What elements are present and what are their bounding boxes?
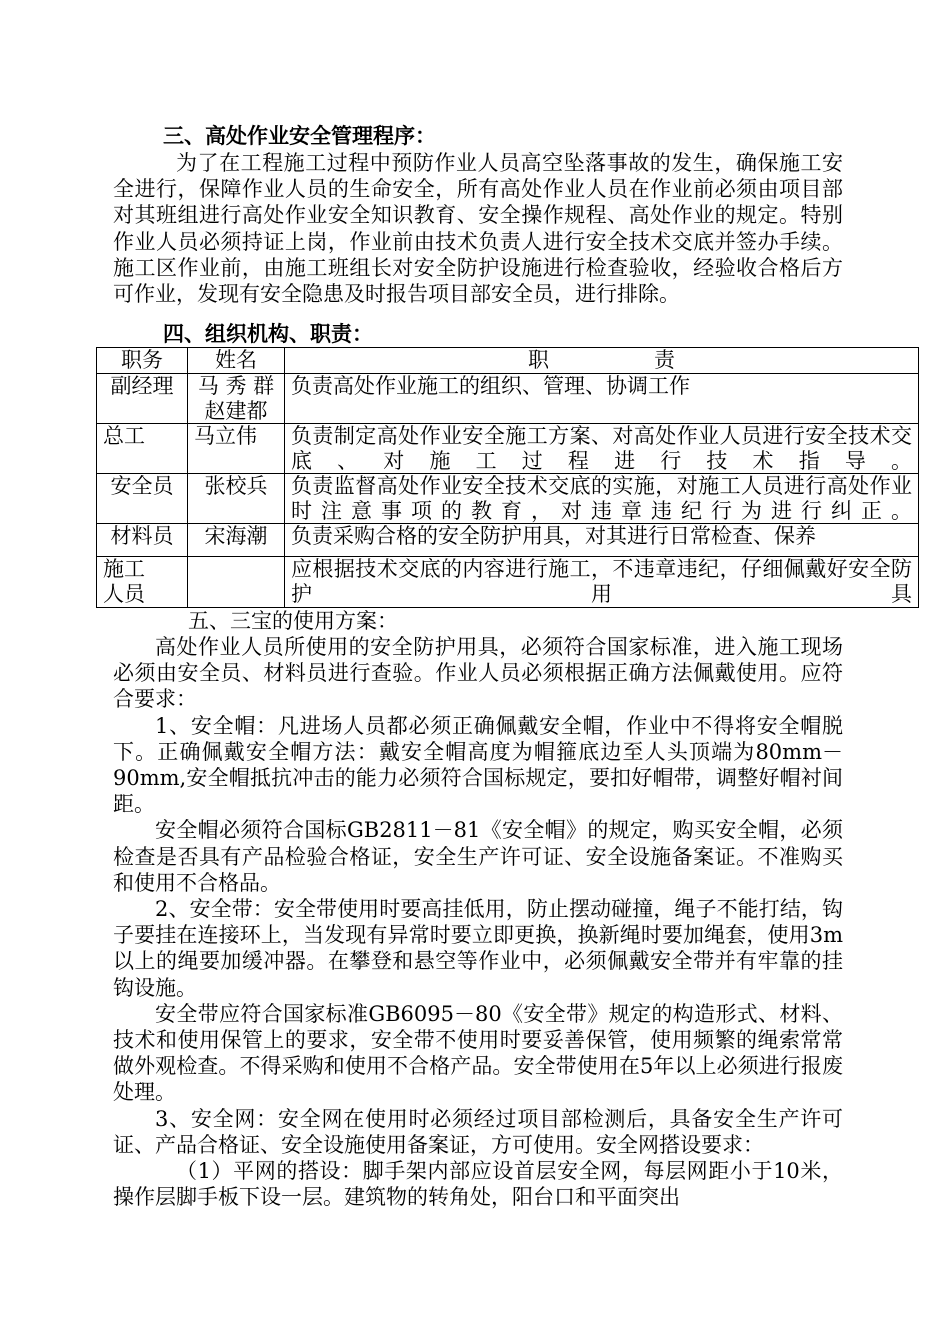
section5-paragraph: 1、安全帽：凡进场人员都必须正确佩戴安全帽，作业中不得将安全帽脱下。正确佩戴安全帽方法：戴安全帽高度为帽箍底边至人头顶端为80mm－90mm,安全帽抵抗冲击的能力必须符合国标规定，要扣好帽带，调整好帽衬间距。 — [113, 713, 843, 817]
cell-name — [188, 557, 285, 608]
cell-role: 材料员 — [97, 524, 188, 557]
section5-paragraph: 高处作业人员所使用的安全防护用具，必须符合国家标准，进入施工现场必须由安全员、材料员进行查验。作业人员必须根据正确方法佩戴使用。应符合要求： — [113, 635, 843, 712]
table-row — [97, 374, 919, 424]
table-header-row — [97, 348, 919, 374]
role-line: 施工 — [103, 557, 145, 581]
section5-paragraph: 安全帽必须符合国标GB2811－81《安全帽》的规定，购买安全帽，必须检查是否具有产品检验合格证，安全生产许可证、安全设施备案证。不准购买和使用不合格品。 — [113, 818, 843, 895]
table-row — [97, 474, 919, 524]
cell-duty: 应根据技术交底的内容进行施工，不违章违纪，仔细佩戴好安全防护用具 — [285, 557, 919, 608]
section5-paragraph: 3、安全网：安全网在使用时必须经过项目部检测后，具备安全生产许可证、产品合格证、安全设施使用备案证，方可使用。安全网搭设要求： — [113, 1106, 843, 1157]
cell-duty: 负责高处作业施工的组织、管理、协调工作 — [285, 374, 919, 424]
organization-table — [96, 347, 919, 608]
section5-paragraph: 安全带应符合国家标准GB6095－80《安全带》规定的构造形式、材料、技术和使用保管上的要求，安全带不使用时要妥善保管，使用频繁的绳索常常做外观检查。不得采购和使用不合格产品。安全带使用在5年以上必须进行报废处理。 — [113, 1001, 843, 1105]
cell-role: 副经理 — [97, 374, 188, 424]
section5-paragraph: （1）平网的搭设：脚手架内部应设首层安全网，每层网距小于10米，操作层脚手板下设一层。建筑物的转角处，阳台口和平面突出 — [113, 1159, 843, 1210]
cell-name: 宋海潮 — [188, 524, 285, 557]
section4-heading: 四、组织机构、职责： — [163, 321, 373, 346]
cell-role — [97, 557, 188, 608]
cell-duty: 负责采购合格的安全防护用具，对其进行日常检查、保养 — [285, 524, 919, 557]
section3-heading: 三、高处作业安全管理程序： — [163, 123, 436, 148]
table-row — [97, 557, 919, 608]
header-duty: 职 责 — [285, 348, 919, 374]
role-line: 人员 — [103, 581, 145, 606]
cell-name: 张校兵 — [188, 474, 285, 524]
section3-paragraph — [113, 150, 843, 307]
name-line: 赵建都 — [204, 398, 268, 423]
section5-heading: 五、三宝的使用方案： — [188, 609, 398, 633]
section5-paragraph: 2、安全带：安全带使用时要高挂低用，防止摆动碰撞，绳子不能打结，钩子要挂在连接环上，当发现有异常时要立即更换，换新绳时要加绳套，使用3m以上的绳要加缓冲器。在攀登和悬空等作业中，必须佩戴安全带并有牢靠的挂钩设施。 — [113, 897, 843, 1000]
name-line: 马 秀 群 — [197, 374, 275, 398]
cell-name — [188, 374, 285, 424]
header-name: 姓名 — [188, 348, 285, 374]
cell-name: 马立伟 — [188, 424, 285, 474]
table-row — [97, 424, 919, 474]
cell-duty: 负责监督高处作业安全技术交底的实施，对施工人员进行高处作业时注意事项的教育，对违章违纪行为进行纠正。 — [285, 474, 919, 524]
section5-body — [113, 634, 843, 1210]
header-role: 职务 — [97, 348, 188, 374]
table-row — [97, 524, 919, 557]
cell-role: 总工 — [97, 424, 188, 474]
cell-role: 安全员 — [97, 474, 188, 524]
section3-text: 为了在工程施工过程中预防作业人员高空坠落事故的发生，确保施工安全进行，保障作业人员的生命安全，所有高处作业人员在作业前必须由项目部对其班组进行高处作业安全知识教育、安全操作规程、高处作业的规定。特别作业人员必须持证上岗，作业前由技术负责人进行安全技术交底并签办手续。施工区作业前，由施工班组长对安全防护设施进行检查验收，经验收合格后方可作业，发现有安全隐患及时报告项目部安全员，进行排除。 — [113, 151, 843, 307]
cell-duty: 负责制定高处作业安全施工方案、对高处作业人员进行安全技术交底、对施工过程进行技术指导。 — [285, 424, 919, 474]
